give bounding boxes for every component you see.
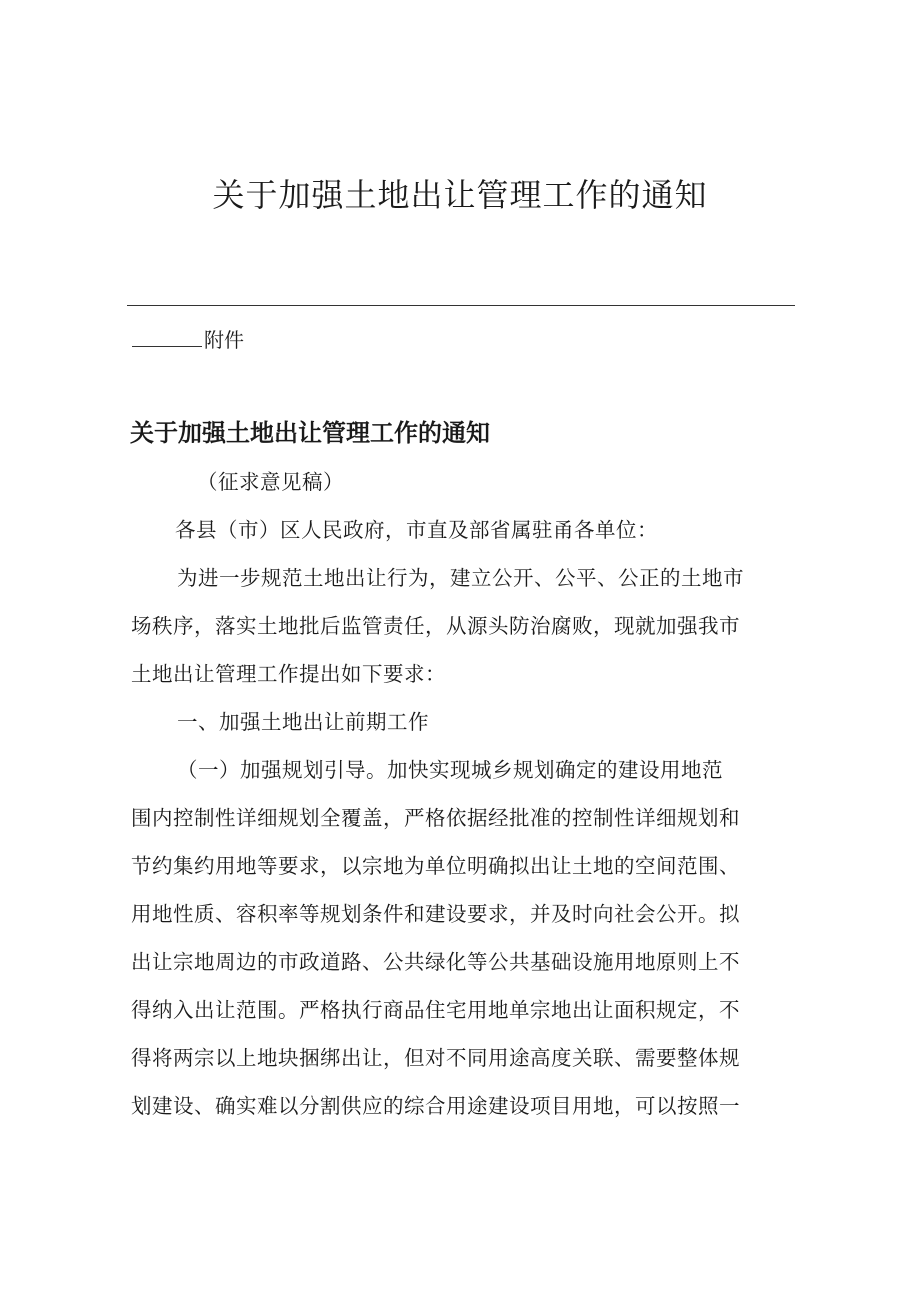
- salutation: 各县（市）区人民政府，市直及部省属驻甬各单位：: [175, 518, 658, 542]
- attachment-line: [132, 324, 244, 355]
- intro-line: 为进一步规范土地出让行为，建立公开、公平、公正的土地市: [177, 566, 744, 590]
- page-title: 关于加强土地出让管理工作的通知: [212, 176, 708, 214]
- document-heading: 关于加强土地出让管理工作的通知: [130, 419, 490, 447]
- attachment-label: 附件: [204, 328, 244, 352]
- paragraph-line: 围内控制性详细规划全覆盖，严格依据经批准的控制性详细规划和: [131, 806, 740, 830]
- document-body: [131, 458, 811, 1130]
- paragraph-line: 节约集约用地等要求，以宗地为单位明确拟出让土地的空间范围、: [131, 854, 740, 878]
- attachment-blank: [132, 324, 202, 347]
- subtitle: （征求意见稿）: [197, 470, 344, 494]
- paragraph-line: 得将两宗以上地块捆绑出让，但对不同用途高度关联、需要整体规: [131, 1046, 740, 1070]
- paragraph-line: 用地性质、容积率等规划条件和建设要求，并及时向社会公开。拟: [131, 902, 740, 926]
- paragraph-line: 得纳入出让范围。严格执行商品住宅用地单宗地出让面积规定，不: [131, 998, 740, 1022]
- section-heading: 一、加强土地出让前期工作: [177, 710, 429, 734]
- paragraph-line: 划建设、确实难以分割供应的综合用途建设项目用地，可以按照一: [131, 1094, 740, 1118]
- header-divider: [127, 305, 795, 306]
- intro-line: 场秩序，落实土地批后监管责任，从源头防治腐败，现就加强我市: [131, 614, 740, 638]
- paragraph-line: （一）加强规划引导。加快实现城乡规划确定的建设用地范: [177, 758, 723, 782]
- intro-line: 土地出让管理工作提出如下要求：: [131, 662, 446, 686]
- paragraph-line: 出让宗地周边的市政道路、公共绿化等公共基础设施用地原则上不: [131, 950, 740, 974]
